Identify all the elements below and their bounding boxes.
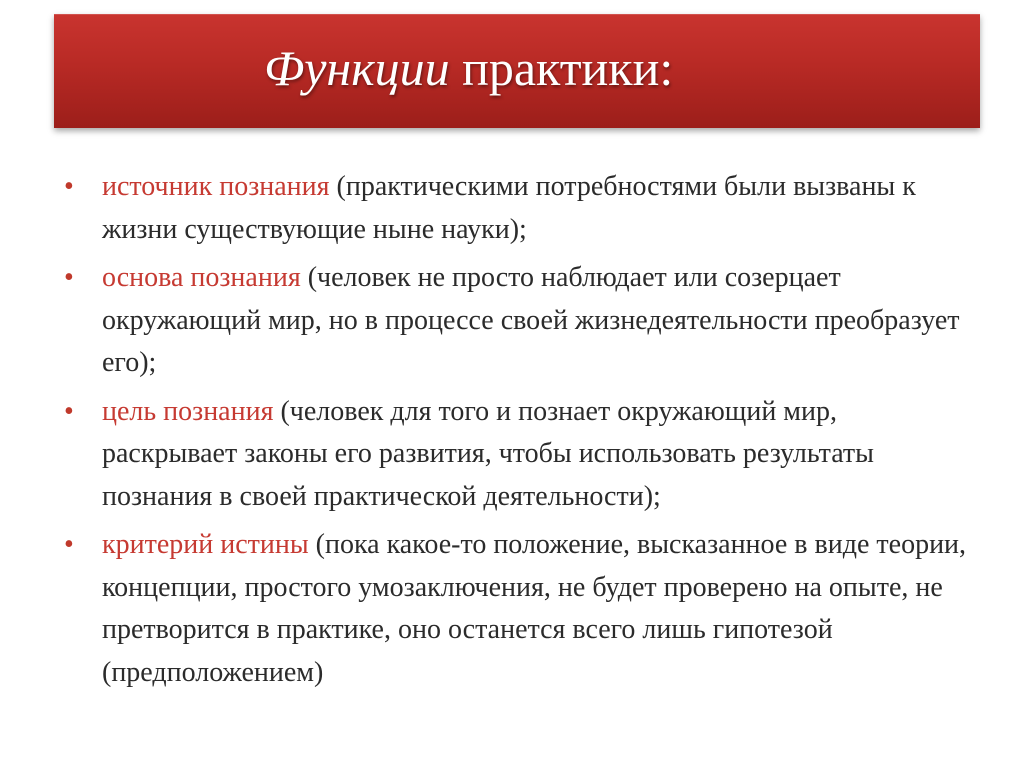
item-description: (практическими потребностями были вызваны к жизни существующие ныне науки); [102,171,916,245]
item-term: основа познания [102,262,301,293]
list-item-source [64,166,974,251]
list-item-goal [64,391,974,519]
bullet-icon: • [64,395,74,427]
title-banner [54,14,980,128]
bullet-icon: • [64,529,74,560]
title-rest: практики: [449,40,674,96]
item-description: (человек не просто наблюдает или созерцает окружающий мир, но в процессе своей жизнедеятельности преобразует его); [102,262,960,378]
title-italic-word: Функции [264,40,450,96]
bullet-list [64,166,974,700]
item-term: цель познания [102,395,274,427]
bullet-icon: • [64,171,74,202]
item-term: критерий истины [102,529,309,560]
item-term: источник познания [102,171,330,202]
slide-title [264,40,674,99]
list-item-criterion [64,524,974,694]
item-description: (человек для того и познает окружающий мир, раскрывает законы его развития, чтобы использовать результаты познания в своей практической деятельности); [102,395,874,512]
bullet-icon: • [64,262,74,293]
item-description: (пока какое-то положение, высказанное в виде теории, концепции, простого умозаключения, не будет проверено на опыте, не претворится в практике, оно останется всего лишь гипотезой (предположением) [102,529,967,688]
list-item-basis [64,257,974,385]
